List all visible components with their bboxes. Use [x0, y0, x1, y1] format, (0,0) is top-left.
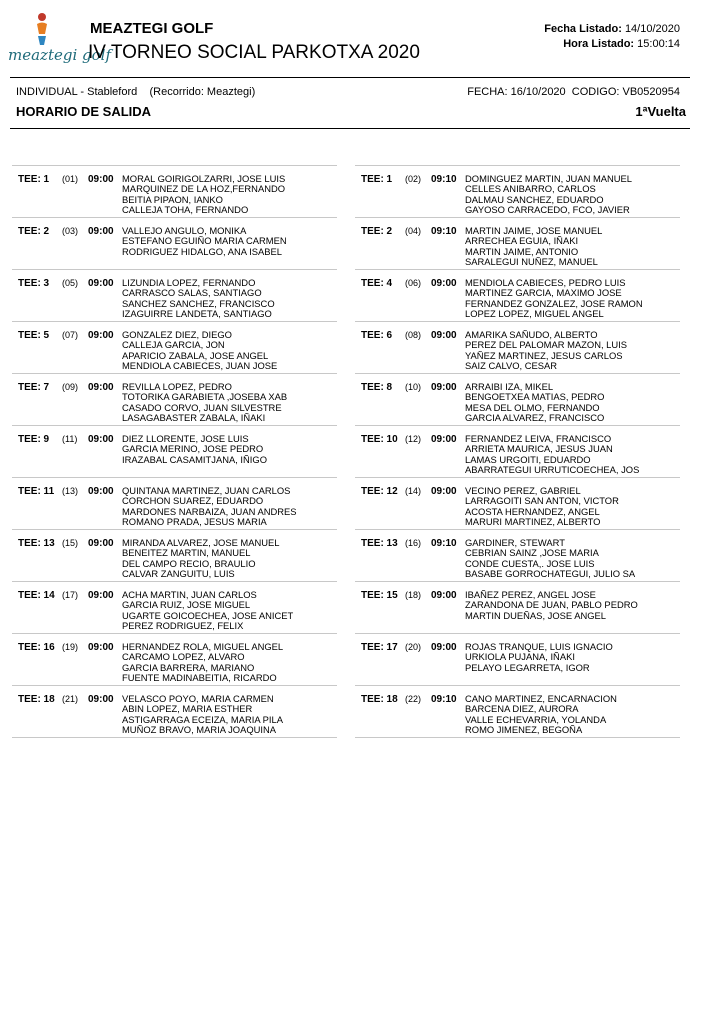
- player-name: SANCHEZ SANCHEZ, FRANCISCO: [122, 297, 275, 309]
- hora-listado: [563, 38, 680, 50]
- left-column: [12, 165, 337, 738]
- player-list: [122, 538, 280, 580]
- player-name: APARICIO ZABALA, JOSE ANGEL: [122, 349, 269, 361]
- player-name: ZARANDONA DE JUAN, PABLO PEDRO: [465, 599, 638, 611]
- player-name: IBAÑEZ PEREZ, ANGEL JOSE: [465, 589, 596, 600]
- start-time: 09:00: [88, 330, 114, 341]
- start-time: 09:00: [431, 278, 457, 289]
- golfer-icon: [32, 12, 52, 46]
- start-time: 09:00: [88, 278, 114, 289]
- section-title: HORARIO DE SALIDA: [16, 104, 152, 119]
- player-name: MARDONES NARBAIZA, JUAN ANDRES: [122, 505, 297, 517]
- tee-label: TEE: 3: [18, 278, 50, 289]
- group-number: (04): [405, 226, 422, 236]
- start-time: 09:10: [431, 226, 457, 237]
- start-time: 09:00: [431, 642, 457, 653]
- tee-group: [12, 373, 337, 425]
- start-time: 09:00: [88, 590, 114, 601]
- group-number: (17): [62, 590, 79, 600]
- start-time: 09:00: [88, 642, 114, 653]
- player-name: FERNANDEZ LEIVA, FRANCISCO: [465, 433, 612, 444]
- player-name: MESA DEL OLMO, FERNANDO: [465, 401, 600, 413]
- fecha-listado: [544, 23, 680, 35]
- group-number: (21): [62, 694, 79, 704]
- tee-label: TEE: 13: [18, 538, 55, 549]
- player-name: PEREZ RODRIGUEZ, FELIX: [122, 620, 244, 632]
- start-time: 09:00: [88, 694, 114, 705]
- player-name: MARURI MARTINEZ, ALBERTO: [465, 516, 601, 528]
- player-list: [122, 486, 297, 528]
- tee-group: [355, 165, 680, 217]
- player-name: UGARTE GOICOECHEA, JOSE ANICET: [122, 609, 294, 621]
- tee-group: [12, 581, 337, 633]
- player-list: [465, 538, 635, 580]
- player-name: LASAGABASTER ZABALA, IÑAKI: [122, 412, 266, 424]
- player-name: SARALEGUI NUÑEZ, MANUEL: [465, 256, 598, 268]
- tee-group: [355, 581, 680, 633]
- player-name: ACOSTA HERNANDEZ, ANGEL: [465, 505, 600, 517]
- tee-label: TEE: 15: [361, 590, 398, 601]
- tee-label: TEE: 1: [18, 174, 50, 185]
- start-time: 09:00: [88, 486, 114, 497]
- player-name: MORAL GOIRIGOLZARRI, JOSE LUIS: [122, 173, 286, 184]
- player-name: DIEZ LLORENTE, JOSE LUIS: [122, 433, 249, 444]
- player-list: [465, 382, 604, 424]
- tee-group: [355, 373, 680, 425]
- player-name: MENDIOLA CABIECES, JUAN JOSE: [122, 360, 278, 372]
- player-name: MARTIN DUEÑAS, JOSE ANGEL: [465, 609, 607, 621]
- group-number: (01): [62, 174, 79, 184]
- player-name: VECINO PEREZ, GABRIEL: [465, 485, 581, 496]
- group-number: (22): [405, 694, 422, 704]
- tee-label: TEE: 6: [361, 330, 393, 341]
- player-name: AMARIKA SAÑUDO, ALBERTO: [465, 329, 598, 340]
- player-name: LOPEZ LOPEZ, MIGUEL ANGEL: [465, 308, 604, 320]
- start-time: 09:00: [431, 590, 457, 601]
- player-name: ROJAS TRANQUE, LUIS IGNACIO: [465, 641, 613, 652]
- player-name: ARRECHEA EGUIA, IÑAKI: [465, 235, 579, 247]
- player-list: [122, 174, 285, 216]
- group-number: (10): [405, 382, 422, 392]
- tee-label: TEE: 12: [361, 486, 398, 497]
- group-number: (13): [62, 486, 79, 496]
- player-name: DOMINGUEZ MARTIN, JUAN MANUEL: [465, 173, 633, 184]
- player-name: SAIZ CALVO, CESAR: [465, 360, 558, 372]
- start-time: 09:10: [431, 538, 457, 549]
- player-list: [122, 278, 275, 320]
- tee-group: [12, 269, 337, 321]
- tee-label: TEE: 18: [361, 694, 398, 705]
- tee-group: [12, 217, 337, 269]
- player-name: MUÑOZ BRAVO, MARIA JOAQUINA: [122, 724, 277, 736]
- tee-group: [355, 217, 680, 269]
- player-list: [465, 642, 613, 673]
- player-name: URKIOLA PUJANA, IÑAKI: [465, 651, 575, 663]
- tee-group: [355, 477, 680, 529]
- player-name: VALLE ECHEVARRIA, YOLANDA: [465, 713, 607, 725]
- player-list: [465, 278, 643, 320]
- player-name: ESTEFANO EGUIÑO MARIA CARMEN: [122, 235, 287, 247]
- player-list: [122, 226, 287, 257]
- player-name: YAÑEZ MARTINEZ, JESUS CARLOS: [465, 349, 623, 361]
- group-number: (02): [405, 174, 422, 184]
- player-name: TOTORIKA GARABIETA ,JOSEBA XAB: [122, 391, 288, 403]
- player-name: MARQUINEZ DE LA HOZ,FERNANDO: [122, 183, 286, 195]
- group-number: (12): [405, 434, 422, 444]
- player-list: [465, 590, 638, 621]
- player-name: MIRANDA ALVAREZ, JOSE MANUEL: [122, 537, 280, 548]
- date-code-info: FECHA: 16/10/2020 CODIGO: VB0520954: [467, 86, 680, 98]
- player-name: DEL CAMPO RECIO, BRAULIO: [122, 557, 256, 569]
- group-number: (16): [405, 538, 422, 548]
- player-name: CANO MARTINEZ, ENCARNACION: [465, 693, 617, 704]
- round-label: 1ªVuelta: [635, 104, 686, 119]
- player-name: FERNANDEZ GONZALEZ, JOSE RAMON: [465, 297, 643, 309]
- group-number: (06): [405, 278, 422, 288]
- tee-label: TEE: 4: [361, 278, 393, 289]
- start-time: 09:10: [431, 694, 457, 705]
- player-name: ARRAIBI IZA, MIKEL: [465, 381, 554, 392]
- start-time: 09:00: [431, 486, 457, 497]
- fecha-listado-value: 14/10/2020: [624, 23, 680, 35]
- hora-listado-label: Hora Listado:: [563, 38, 635, 50]
- player-name: GARDINER, STEWART: [465, 537, 566, 548]
- tee-group: [12, 529, 337, 581]
- player-list: [465, 330, 627, 372]
- start-time: 09:00: [88, 226, 114, 237]
- header-divider: [10, 77, 690, 78]
- player-name: CONDE CUESTA,. JOSE LUIS: [465, 557, 595, 569]
- player-name: GAYOSO CARRACEDO, FCO, JAVIER: [465, 204, 630, 216]
- tee-group: [12, 321, 337, 373]
- tee-group: [355, 269, 680, 321]
- player-name: FUENTE MADINABEITIA, RICARDO: [122, 672, 277, 684]
- player-name: CALLEJA TOHA, FERNANDO: [122, 204, 249, 216]
- modality-info: INDIVIDUAL - Stableford (Recorrido: Meaztegi): [16, 86, 256, 98]
- group-number: (14): [405, 486, 422, 496]
- player-name: BEITIA PIPAON, IANKO: [122, 193, 223, 205]
- player-name: CALLEJA GARCIA, JON: [122, 339, 225, 351]
- tee-label: TEE: 14: [18, 590, 55, 601]
- start-time: 09:00: [431, 434, 457, 445]
- tee-group: [355, 633, 680, 685]
- player-list: [122, 642, 283, 684]
- group-number: (18): [405, 590, 422, 600]
- player-name: CALVAR ZANGUITU, LUIS: [122, 568, 235, 580]
- player-list: [465, 226, 602, 268]
- tee-label: TEE: 2: [361, 226, 393, 237]
- tee-label: TEE: 8: [361, 382, 393, 393]
- tee-group: [12, 165, 337, 217]
- player-name: MARTIN JAIME, JOSE MANUEL: [465, 225, 603, 236]
- player-name: VALLEJO ANGULO, MONIKA: [122, 225, 247, 236]
- player-name: ROMO JIMENEZ, BEGOÑA: [465, 724, 583, 736]
- start-time: 09:00: [88, 538, 114, 549]
- player-name: CARRASCO SALAS, SANTIAGO: [122, 287, 262, 299]
- player-name: REVILLA LOPEZ, PEDRO: [122, 381, 232, 392]
- right-column: [355, 165, 680, 738]
- player-name: QUINTANA MARTINEZ, JUAN CARLOS: [122, 485, 291, 496]
- player-name: PELAYO LEGARRETA, IGOR: [465, 661, 590, 673]
- player-name: VELASCO POYO, MARIA CARMEN: [122, 693, 274, 704]
- group-number: (07): [62, 330, 79, 340]
- player-name: CASADO CORVO, JUAN SILVESTRE: [122, 401, 282, 413]
- player-name: IZAGUIRRE LANDETA, SANTIAGO: [122, 308, 272, 320]
- group-number: (11): [62, 434, 78, 444]
- player-name: GARCIA BARRERA, MARIANO: [122, 661, 255, 673]
- player-name: GONZALEZ DIEZ, DIEGO: [122, 329, 232, 340]
- fecha-listado-label: Fecha Listado:: [544, 23, 622, 35]
- group-number: (15): [62, 538, 79, 548]
- group-number: (08): [405, 330, 422, 340]
- group-number: (03): [62, 226, 79, 236]
- player-name: BARCENA DIEZ, AURORA: [465, 703, 579, 715]
- player-list: [465, 434, 639, 476]
- tee-label: TEE: 13: [361, 538, 398, 549]
- meaztegi-logo: [8, 10, 112, 74]
- player-name: BENEITEZ MARTIN, MANUEL: [122, 547, 251, 559]
- player-name: GARCIA MERINO, JOSE PEDRO: [122, 443, 264, 455]
- player-name: DALMAU SANCHEZ, EDUARDO: [465, 193, 604, 205]
- tee-label: TEE: 17: [361, 642, 398, 653]
- player-name: PEREZ DEL PALOMAR MAZON, LUIS: [465, 339, 628, 351]
- player-name: ASTIGARRAGA ECEIZA, MARIA PILA: [122, 713, 283, 725]
- player-list: [465, 486, 619, 528]
- player-name: MARTINEZ GARCIA, MAXIMO JOSE: [465, 287, 622, 299]
- tee-group: [12, 685, 337, 738]
- player-name: GARCIA RUIZ, JOSE MIGUEL: [122, 599, 251, 611]
- player-name: LIZUNDIA LOPEZ, FERNANDO: [122, 277, 256, 288]
- player-name: ACHA MARTIN, JUAN CARLOS: [122, 589, 257, 600]
- tee-label: TEE: 1: [361, 174, 393, 185]
- tee-label: TEE: 16: [18, 642, 55, 653]
- group-number: (19): [62, 642, 79, 652]
- player-name: GARCIA ALVAREZ, FRANCISCO: [465, 412, 605, 424]
- player-list: [465, 174, 632, 216]
- tee-group: [355, 425, 680, 477]
- player-name: MENDIOLA CABIECES, PEDRO LUIS: [465, 277, 626, 288]
- tee-group: [12, 633, 337, 685]
- start-time: 09:00: [88, 434, 114, 445]
- tournament-title: IV TORNEO SOCIAL PARKOTXA 2020: [88, 42, 420, 63]
- start-time: 09:00: [431, 330, 457, 341]
- tee-group: [12, 477, 337, 529]
- player-name: CORCHON SUAREZ, EDUARDO: [122, 495, 264, 507]
- start-time: 09:00: [431, 382, 457, 393]
- player-name: IRAZABAL CASAMITJANA, IÑIGO: [122, 453, 267, 465]
- tee-label: TEE: 5: [18, 330, 50, 341]
- section-divider: [10, 128, 690, 129]
- club-name: MEAZTEGI GOLF: [90, 20, 214, 37]
- player-name: MARTIN JAIME, ANTONIO: [465, 245, 579, 257]
- player-list: [122, 434, 267, 465]
- player-list: [122, 382, 287, 424]
- tee-label: TEE: 2: [18, 226, 50, 237]
- player-name: ABIN LOPEZ, MARIA ESTHER: [122, 703, 253, 715]
- player-name: CARCAMO LOPEZ, ALVARO: [122, 651, 245, 663]
- tee-group: [355, 685, 680, 738]
- start-time: 09:10: [431, 174, 457, 185]
- group-number: (05): [62, 278, 79, 288]
- player-name: RODRIGUEZ HIDALGO, ANA ISABEL: [122, 245, 282, 257]
- hora-listado-value: 15:00:14: [637, 38, 680, 50]
- player-name: ROMANO PRADA, JESUS MARIA: [122, 516, 267, 528]
- group-number: (20): [405, 642, 422, 652]
- player-name: HERNANDEZ ROLA, MIGUEL ANGEL: [122, 641, 284, 652]
- player-name: LAMAS URGOITI, EDUARDO: [465, 453, 591, 465]
- logo-wordmark: meaztegi golf: [8, 46, 112, 64]
- player-name: CEBRIAN SAINZ ,JOSE MARIA: [465, 547, 599, 559]
- player-list: [122, 330, 277, 372]
- player-name: CELLES ANIBARRO, CARLOS: [465, 183, 596, 195]
- tee-group: [12, 425, 337, 477]
- player-name: LARRAGOITI SAN ANTON, VICTOR: [465, 495, 619, 507]
- start-time: 09:00: [88, 174, 114, 185]
- group-number: (09): [62, 382, 79, 392]
- player-name: ARRIETA MAURICA, JESUS JUAN: [465, 443, 613, 455]
- tee-label: TEE: 7: [18, 382, 50, 393]
- player-list: [122, 590, 293, 632]
- start-time: 09:00: [88, 382, 114, 393]
- tee-label: TEE: 10: [361, 434, 398, 445]
- player-name: BENGOETXEA MATIAS, PEDRO: [465, 391, 605, 403]
- player-name: ABARRATEGUI URRUTICOECHEA, JOS: [465, 464, 640, 476]
- player-list: [122, 694, 283, 736]
- player-name: BASABE GORROCHATEGUI, JULIO SA: [465, 568, 636, 580]
- tee-label: TEE: 18: [18, 694, 55, 705]
- tee-label: TEE: 9: [18, 434, 50, 445]
- tee-group: [355, 321, 680, 373]
- tee-label: TEE: 11: [18, 486, 55, 497]
- player-list: [465, 694, 617, 736]
- tee-group: [355, 529, 680, 581]
